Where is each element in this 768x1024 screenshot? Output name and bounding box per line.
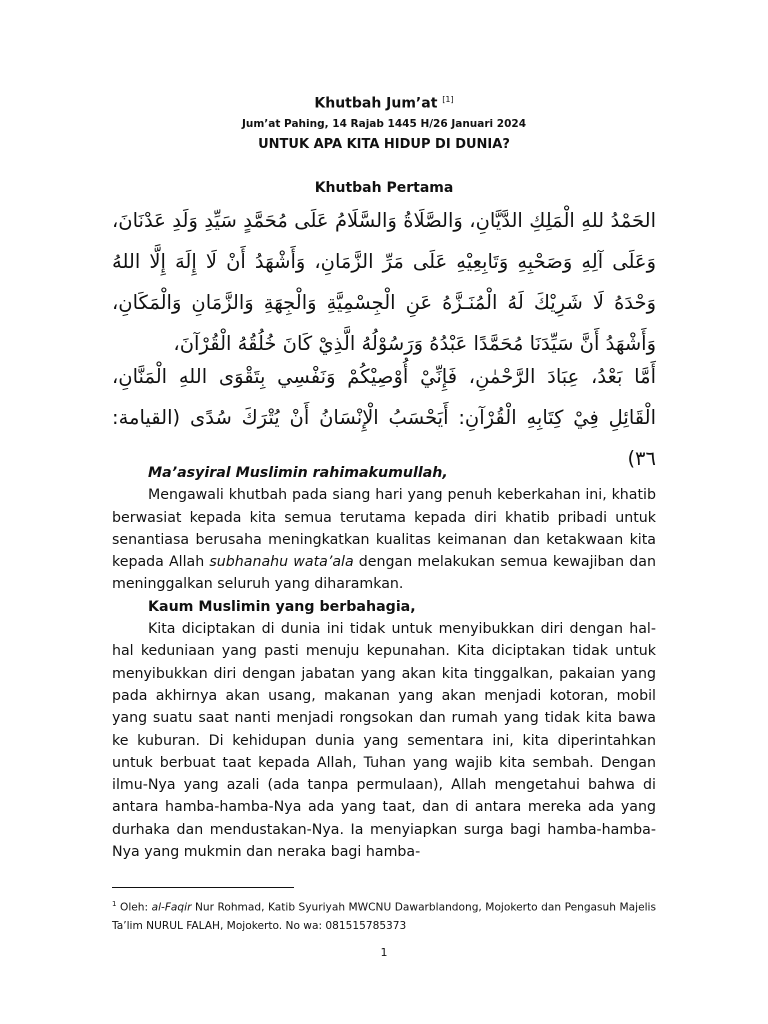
main-question: UNTUK APA KITA HIDUP DI DUNIA? xyxy=(258,137,510,152)
greeting-heading-1: Ma’asyiral Muslimin rahimakumullah, xyxy=(148,465,448,481)
paragraph-1-italic: subhanahu wata’ala xyxy=(209,554,354,571)
arabic-opening-praise: الحَمْدُ للهِ الْمَلِكِ الدَّيَّانِ، وَالصَّلَاةُ وَالسَّلَامُ عَلَى مُحَمَّدٍ سَيِّدِ وَلَدِ عَدْنَانَ، وَعَلَى آلِهِ وَصَحْبِهِ وَتَابِعِيْهِ عَلَى مَرِّ الزَّمَانِ، وَأَشْهَدُ أَنْ لَا إِلَهَ إِلَّا اللهُ وَحْدَهُ لَا شَرِيْكَ لَهُ الْمُنَـزَّهُ عَنِ الْجِسْمِيَّةِ وَالْجِهَةِ وَالزَّمَانِ وَالْمَكَانِ، وَأَشْهَدُ أَنَّ سَيِّدَنَا مُحَمَّدًا عَبْدُهُ وَرَسُوْلُهُ الَّذِيْ كَانَ خُلُقُهُ الْقُرْآنَ، xyxy=(112,209,656,355)
page-number: 1 xyxy=(380,946,388,959)
title-text: Khutbah Jum’at xyxy=(314,95,438,112)
footnote-divider xyxy=(112,887,294,888)
footnote-marker: [1] xyxy=(442,95,454,104)
date-line: Jum’at Pahing, 14 Rajab 1445 H/26 Januari 2024 xyxy=(241,118,527,130)
paragraph-1-part-b: dengan melakukan semua kewajiban dan meninggalkan seluruh yang diharamkan. xyxy=(112,554,656,593)
khutbah-title xyxy=(0,95,768,112)
footnote-prefix: Oleh: xyxy=(116,901,152,914)
paragraph-1 xyxy=(112,484,656,595)
footnote-author-italic: al-Faqir xyxy=(151,901,192,914)
footnote xyxy=(112,895,656,935)
paragraph-1-part-a: Mengawali khutbah pada siang hari yang penuh keberkahan ini, khatib berwasiat kepada kita semua terutama kepada diri khatib pribadi untuk senantiasa berusaha meningkatkan kualitas keimanan dan ketakwaan kita kepada Allah xyxy=(112,487,656,571)
sermon-body xyxy=(112,462,656,863)
greeting-heading-2: Kaum Muslimin yang berbahagia, xyxy=(148,598,416,615)
paragraph-2: Kita diciptakan di dunia ini tidak untuk menyibukkan diri dengan hal-hal keduniaan yang pasti menuju kepunahan. Kita diciptakan tidak untuk menyibukkan diri dengan jabatan yang akan kita tinggalkan, pakaian yang pada akhirnya akan usang, makanan yang akan menjadi kotoran, mobil yang suatu saat nanti menjadi rongsokan dan rumah yang tidak kita bawa ke kuburan. Di kehidupan dunia yang sementara ini, kita diperintahkan untuk berbuat taat kepada Allah, Tuhan yang wajib kita sembah. Dengan ilmu-Nya yang azali (ada tanpa permulaan), Allah mengetahui bahwa di antara hamba-hamba-Nya ada yang taat, dan di antara mereka ada yang durhaka dan mendustakan-Nya. Ia menyiapkan surga bagi hamba-hamba-Nya yang mukmin dan neraka bagi hamba- xyxy=(112,621,656,861)
arabic-amma-badu: أَمَّا بَعْدُ، عِبَادَ الرَّحْمٰنِ، فَإِنِّيْ أُوْصِيْكُمْ وَنَفْسِي بِتَقْوَى اللهِ الْمَنَّانِ، الْقَائِلِ فِيْ كِتَابِهِ الْقُرْآنِ: أَيَحْسَبُ الْإِنْسَانُ أَنْ يُتْرَكَ سُدًى (القيامة: ٣٦) xyxy=(112,365,656,470)
section-title: Khutbah Pertama xyxy=(314,180,454,196)
footnote-text: Nur Rohmad, Katib Syuriyah MWCNU Dawarblandong, Mojokerto dan Pengasuh Majelis Ta’lim NURUL FALAH, Mojokerto. No wa: 081515785373 xyxy=(112,901,656,932)
footnote-number: 1 xyxy=(112,900,117,908)
